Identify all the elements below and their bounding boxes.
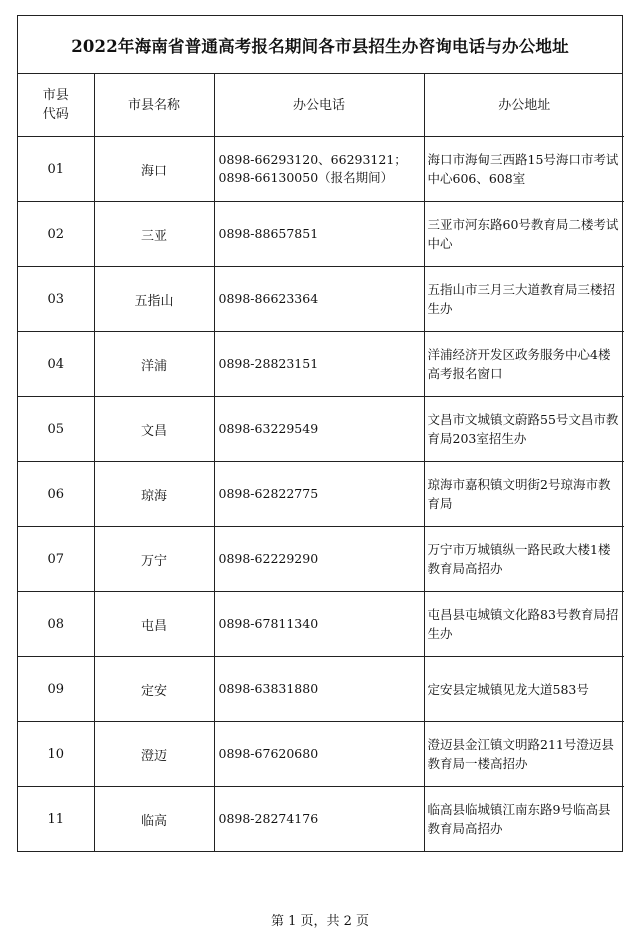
contact-table-sheet — [17, 15, 623, 852]
table-row — [18, 722, 624, 787]
table-row — [18, 397, 624, 462]
table-row — [18, 527, 624, 592]
contact-table — [18, 74, 624, 851]
cell-phone — [214, 137, 424, 202]
cell-phone — [214, 787, 424, 852]
cell-phone — [214, 722, 424, 787]
phone-line: 0898-63229549 — [218, 421, 319, 436]
cell-phone — [214, 657, 424, 722]
cell-code: 07 — [18, 527, 94, 592]
table-row — [18, 267, 624, 332]
cell-address: 屯昌县屯城镇文化路83号教育局招生办 — [424, 592, 624, 657]
table-row — [18, 137, 624, 202]
cell-phone — [214, 592, 424, 657]
phone-line: 0898-88657851 — [218, 226, 319, 241]
phone-line: 0898-62822775 — [218, 486, 319, 501]
cell-phone — [214, 267, 424, 332]
page-title: 2022年海南省普通高考报名期间各市县招生办咨询电话与办公地址 — [18, 16, 622, 74]
cell-city-name: 文昌 — [94, 397, 214, 462]
table-row — [18, 462, 624, 527]
phone-line: 0898-62229290 — [218, 551, 319, 566]
cell-code: 10 — [18, 722, 94, 787]
phone-line: 0898-67811340 — [218, 616, 319, 631]
phone-line-2: 0898-66130050（报名期间） — [218, 170, 394, 185]
cell-city-name: 澄迈 — [94, 722, 214, 787]
cell-city-name: 琼海 — [94, 462, 214, 527]
cell-phone — [214, 527, 424, 592]
cell-phone — [214, 462, 424, 527]
header-code-line1: 市县 — [42, 88, 69, 103]
cell-city-name: 三亚 — [94, 202, 214, 267]
cell-address: 洋浦经济开发区政务服务中心4楼高考报名窗口 — [424, 332, 624, 397]
header-phone: 办公电话 — [214, 74, 424, 137]
cell-phone — [214, 202, 424, 267]
header-code-line2: 代码 — [42, 107, 69, 122]
cell-code: 06 — [18, 462, 94, 527]
cell-code: 11 — [18, 787, 94, 852]
cell-code: 03 — [18, 267, 94, 332]
cell-address: 海口市海甸三西路15号海口市考试中心606、608室 — [424, 137, 624, 202]
table-row — [18, 592, 624, 657]
header-address: 办公地址 — [424, 74, 624, 137]
cell-code: 09 — [18, 657, 94, 722]
cell-city-name: 海口 — [94, 137, 214, 202]
table-row — [18, 332, 624, 397]
page-footer: 第 1 页，共 2 页 — [270, 914, 370, 929]
table-header-row — [18, 74, 624, 137]
phone-line: 0898-63831880 — [218, 681, 319, 696]
phone-line: 0898-28274176 — [218, 811, 319, 826]
cell-code: 05 — [18, 397, 94, 462]
cell-address: 定安县定城镇见龙大道583号 — [424, 657, 624, 722]
cell-code: 08 — [18, 592, 94, 657]
cell-city-name: 洋浦 — [94, 332, 214, 397]
table-row — [18, 202, 624, 267]
cell-address: 澄迈县金江镇文明路211号澄迈县教育局一楼高招办 — [424, 722, 624, 787]
cell-address: 万宁市万城镇纵一路民政大楼1楼教育局高招办 — [424, 527, 624, 592]
cell-code: 04 — [18, 332, 94, 397]
cell-city-name: 定安 — [94, 657, 214, 722]
phone-line: 0898-66293120、66293121； — [218, 152, 407, 167]
cell-code: 02 — [18, 202, 94, 267]
phone-line: 0898-28823151 — [218, 356, 319, 371]
cell-city-name: 五指山 — [94, 267, 214, 332]
cell-city-name: 屯昌 — [94, 592, 214, 657]
header-code — [18, 74, 94, 137]
cell-code: 01 — [18, 137, 94, 202]
cell-address: 临高县临城镇江南东路9号临高县教育局高招办 — [424, 787, 624, 852]
cell-address: 琼海市嘉积镇文明街2号琼海市教育局 — [424, 462, 624, 527]
table-row — [18, 787, 624, 852]
cell-phone — [214, 397, 424, 462]
header-name: 市县名称 — [94, 74, 214, 137]
cell-address: 文昌市文城镇文蔚路55号文昌市教育局203室招生办 — [424, 397, 624, 462]
phone-line: 0898-86623364 — [218, 291, 319, 306]
table-row — [18, 657, 624, 722]
cell-phone — [214, 332, 424, 397]
cell-city-name: 万宁 — [94, 527, 214, 592]
cell-address: 五指山市三月三大道教育局三楼招生办 — [424, 267, 624, 332]
cell-city-name: 临高 — [94, 787, 214, 852]
cell-address: 三亚市河东路60号教育局二楼考试中心 — [424, 202, 624, 267]
phone-line: 0898-67620680 — [218, 746, 319, 761]
